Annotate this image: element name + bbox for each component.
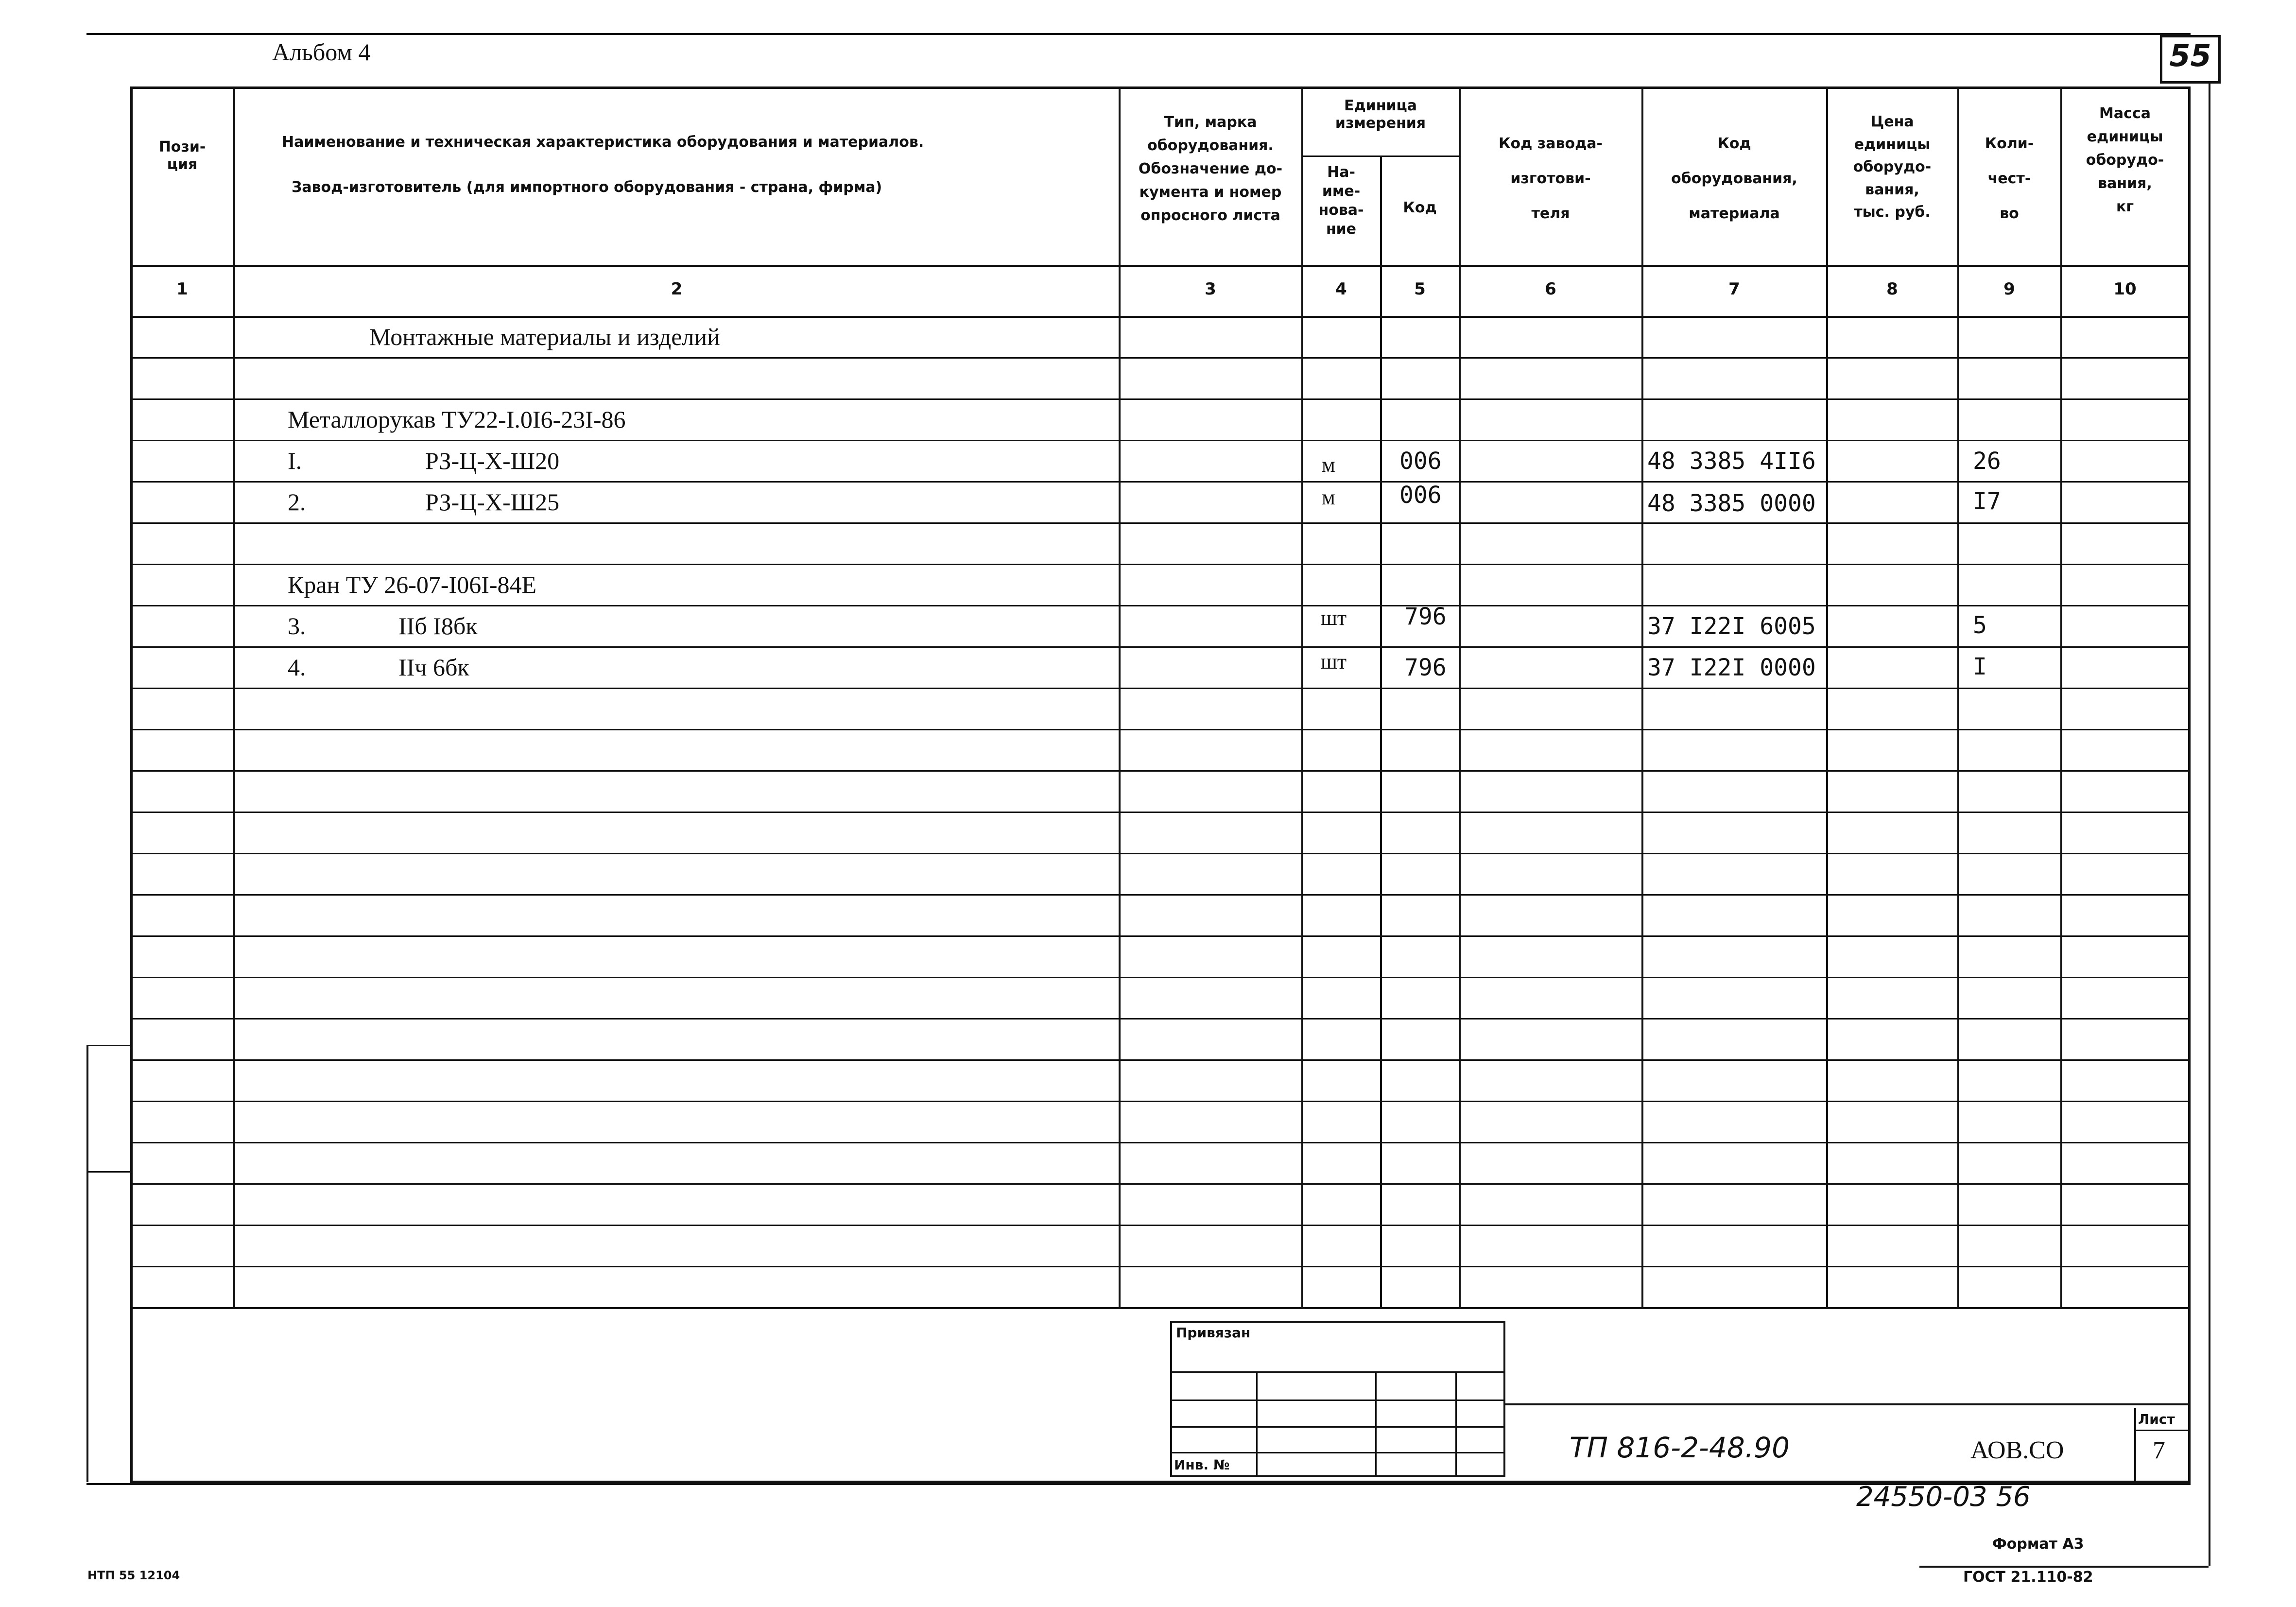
col-num-2: 2 (671, 279, 683, 299)
row-quantity: I7 (1973, 488, 2001, 515)
row-line (130, 522, 2191, 524)
row-line (130, 1225, 2191, 1226)
row-unit: м (1322, 485, 1335, 509)
handwritten-archive-number: 24550-03 56 (1856, 1481, 2031, 1513)
row-material-code: 48 3385 0000 (1647, 490, 1816, 517)
row-line (130, 1101, 2191, 1102)
row-line (130, 894, 2191, 896)
row-line (130, 564, 2191, 565)
colnum-bottom-line (130, 316, 2191, 318)
col-line-7 (1826, 86, 1828, 1309)
stamp-col (1455, 1371, 1457, 1477)
row-line (130, 729, 2191, 730)
row-quantity: 5 (1973, 612, 1987, 639)
row-line (130, 398, 2191, 400)
row-line (130, 688, 2191, 689)
sheet-label: Лист (2138, 1411, 2175, 1427)
row-quantity: I (1973, 653, 1987, 680)
col-header-price: Цена единицы оборудо- вания, тыс. руб. (1853, 113, 1932, 221)
header-bottom-line (130, 265, 2191, 267)
binding-strip-tick (86, 1171, 130, 1173)
col-num-10: 10 (2113, 279, 2137, 299)
row-line (130, 935, 2191, 937)
binding-strip-line (86, 1045, 88, 1482)
format-underline (1919, 1566, 2209, 1568)
row-material-code: 37 I22I 0000 (1647, 654, 1816, 681)
col-line-6 (1641, 86, 1643, 1309)
col-num-7: 7 (1728, 279, 1740, 299)
col-num-6: 6 (1545, 279, 1556, 299)
album-label: Альбом 4 (272, 38, 371, 66)
row-material-code: 48 3385 4II6 (1647, 448, 1816, 475)
col-num-3: 3 (1205, 279, 1216, 299)
col-num-8: 8 (1886, 279, 1898, 299)
row-line (130, 770, 2191, 772)
row-material-code: 37 I22I 6005 (1647, 613, 1816, 640)
col-line-9 (2060, 86, 2062, 1309)
col-header-mass: Масса единицы оборудо- вания, кг (2086, 105, 2164, 215)
stamp-col (1256, 1371, 1258, 1477)
col-line-1 (233, 86, 235, 1309)
col-header-name-line2: Завод-изготовитель (для импортного оборудования - страна, фирма) (292, 179, 882, 196)
table-body-bottom-line (130, 1307, 2191, 1309)
binding-strip-tick (86, 1045, 130, 1046)
row-unit: шт (1321, 606, 1347, 630)
row-unit-code: 796 (1404, 654, 1447, 681)
row-line (130, 1059, 2191, 1061)
sheet-cell-line (2134, 1430, 2191, 1431)
row-unit: шт (1321, 650, 1347, 674)
row-line (130, 357, 2191, 359)
right-border-line (2209, 84, 2210, 1566)
col-header-unit-name: На- име- нова- ние (1318, 164, 1364, 238)
col-num-5: 5 (1414, 279, 1426, 299)
row-item-name: РЗ-Ц-Х-Ш25 (425, 488, 560, 516)
col-header-name-line1: Наименование и техническая характеристика оборудования и материалов. (282, 134, 924, 151)
row-unit-code: 796 (1404, 603, 1447, 630)
row-line (130, 853, 2191, 854)
col-line-3 (1301, 86, 1303, 1309)
row-line (130, 977, 2191, 978)
col-header-type: Тип, марка оборудования. Обозначение до- кумента и номер опросного листа (1138, 114, 1283, 224)
sheet-number: 7 (2153, 1436, 2165, 1464)
row-line (130, 1142, 2191, 1143)
col-num-9: 9 (2003, 279, 2015, 299)
group-title-metal-hose: Металлорукав ТУ22-I.0I6-23I-86 (288, 406, 626, 433)
col-header-unit-code: Код (1403, 199, 1437, 216)
left-footer-code: НТП 55 12104 (87, 1569, 180, 1582)
row-line (130, 605, 2191, 606)
col-line-2 (1119, 86, 1121, 1309)
row-line (130, 1018, 2191, 1019)
row-position: I. (288, 447, 302, 474)
sheet-cell-divider (2134, 1408, 2136, 1481)
row-item-name: IIч 6бк (398, 654, 469, 681)
col-line-5 (1459, 86, 1461, 1309)
col-num-1: 1 (176, 279, 188, 299)
row-line (130, 812, 2191, 813)
page-number: 55 (2169, 38, 2211, 73)
row-position: 2. (288, 488, 306, 516)
col-header-unit-group: Единица измерения (1335, 97, 1426, 132)
col-header-quantity: Коли- чест- во (1985, 135, 2034, 222)
col-header-position: Пози- ция (158, 138, 206, 173)
row-unit: м (1322, 453, 1335, 477)
title-block-top-line (1505, 1403, 2191, 1405)
col-line-4 (1380, 156, 1382, 1309)
stamp-col (1375, 1371, 1377, 1477)
set-code: АОВ.СО (1970, 1436, 2064, 1464)
col-line-8 (1957, 86, 1959, 1309)
document-code: ТП 816-2-48.90 (1570, 1431, 1790, 1464)
col-num-4: 4 (1335, 279, 1347, 299)
row-quantity: 26 (1973, 448, 2001, 475)
col-header-material-code: Код оборудования, материала (1671, 135, 1797, 222)
row-item-name: IIб I8бк (398, 612, 478, 639)
row-unit-code: 006 (1399, 448, 1442, 475)
col-header-maker-code: Код завода- изготови- теля (1499, 135, 1603, 222)
unit-group-divider (1301, 156, 1459, 157)
row-item-name: РЗ-Ц-Х-Ш20 (425, 447, 560, 474)
inventory-number-label: Инв. № (1174, 1457, 1230, 1473)
gost-label: ГОСТ 21.110-82 (1963, 1569, 2093, 1586)
section-title: Монтажные материалы и изделий (369, 323, 720, 350)
row-position: 3. (288, 612, 306, 639)
format-label: Формат А3 (1992, 1536, 2084, 1553)
group-title-valve: Кран ТУ 26-07-I06I-84Е (288, 571, 537, 598)
row-line (130, 481, 2191, 483)
row-position: 4. (288, 654, 306, 681)
row-line (130, 1183, 2191, 1185)
linked-label: Привязан (1176, 1325, 1251, 1341)
row-line (130, 440, 2191, 441)
row-line (130, 646, 2191, 648)
row-line (130, 1266, 2191, 1267)
top-border-line (86, 33, 2191, 35)
row-unit-code: 006 (1399, 482, 1442, 509)
